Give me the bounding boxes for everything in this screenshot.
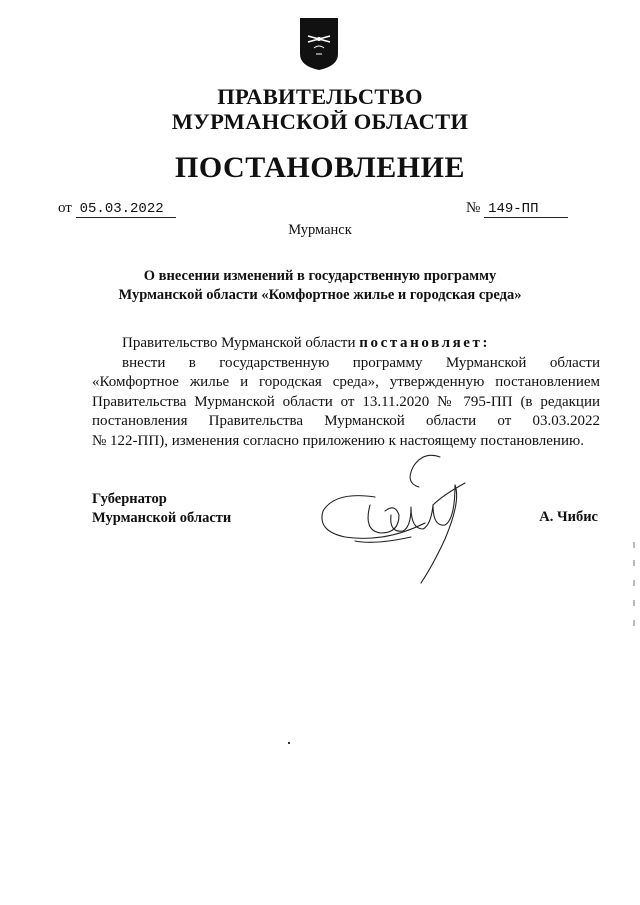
signer-position xyxy=(92,490,231,528)
document-body xyxy=(92,334,600,451)
paragraph-line-2: «Комфортное жилье и городская среда», утвержденную постановлением xyxy=(92,374,600,390)
subject-line-1: О внесении изменений в государственную программу xyxy=(143,268,497,284)
paragraph-line-1: внести в государственную программу Мурманской области xyxy=(122,354,600,371)
resolution-intro xyxy=(92,334,600,354)
signer-position-line-2: Мурманской области xyxy=(92,510,232,526)
scan-edge-mark xyxy=(631,540,637,630)
paragraph-line-3: Правительства Мурманской области от 13.11.2020 № 795-ПП (в редакции xyxy=(92,393,600,410)
document-subject xyxy=(0,267,640,305)
document-number: 149-ПП xyxy=(484,201,568,218)
document-type-title: ПОСТАНОВЛЕНИЕ xyxy=(175,151,465,184)
number-prefix: № xyxy=(466,200,481,216)
document-date: 05.03.2022 xyxy=(76,201,176,218)
paragraph-line-5: № 122-ПП), изменения согласно приложению к настоящему постановлению. xyxy=(92,432,584,449)
intro-text: Правительство Мурманской области xyxy=(122,335,356,351)
scan-speck xyxy=(288,742,290,744)
organization-name xyxy=(0,84,640,134)
paragraph-line-4: постановления Правительства Мурманской области от 03.03.2022 xyxy=(92,413,600,429)
subject-line-2: Мурманской области «Комфортное жилье и городская среда» xyxy=(118,287,522,303)
coat-of-arms-emblem xyxy=(298,14,340,72)
signer-name: А. Чибис xyxy=(539,509,598,525)
date-prefix: от xyxy=(58,200,72,216)
document-date-line xyxy=(58,200,176,218)
org-line-1: ПРАВИТЕЛЬСТВО xyxy=(217,84,423,109)
handwritten-signature xyxy=(315,445,495,595)
org-line-2: МУРМАНСКОЙ ОБЛАСТИ xyxy=(171,109,469,134)
document-number-line xyxy=(466,200,568,218)
signer-position-line-1: Губернатор xyxy=(92,491,167,507)
resolves-word: постановляет: xyxy=(359,335,491,351)
city-name: Мурманск xyxy=(288,222,352,238)
